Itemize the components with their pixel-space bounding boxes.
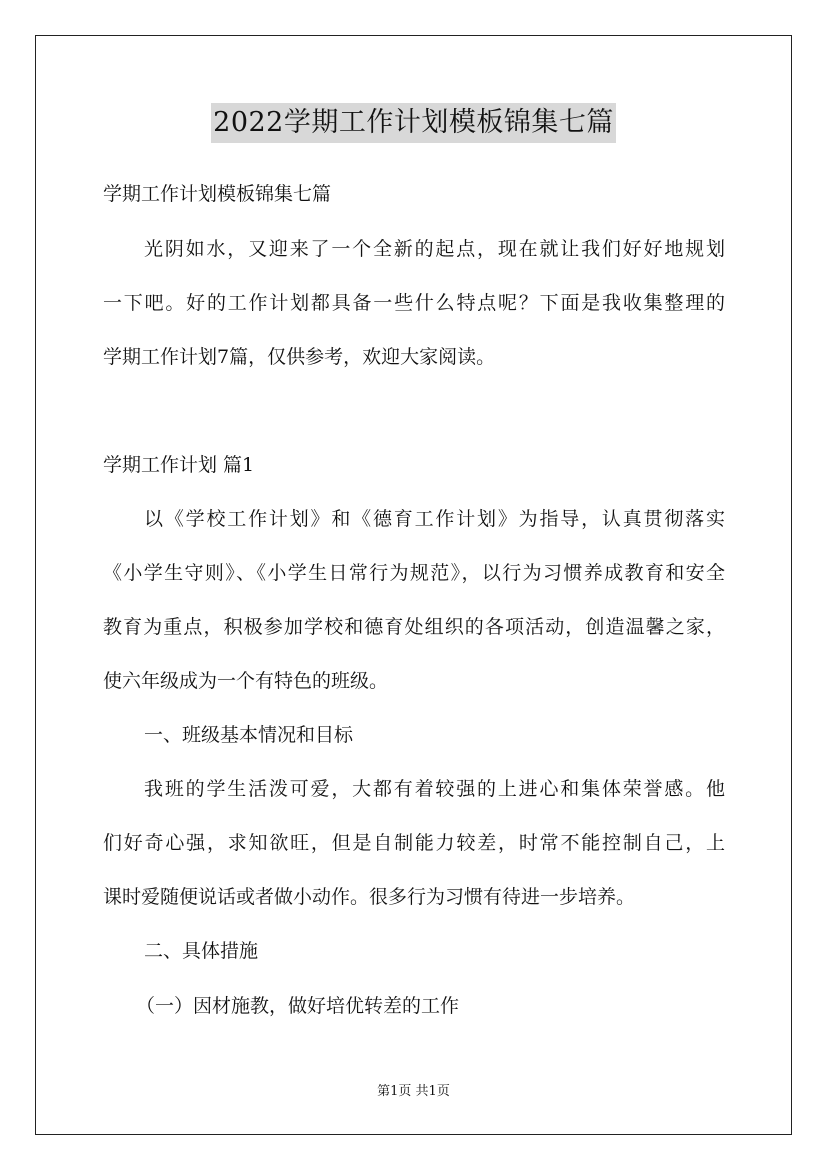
- intro-line-1: 光阴如水，又迎来了一个全新的起点，现在就让我们好好地规划: [144, 238, 725, 260]
- paragraph-line: 教育为重点，积极参加学校和德育处组织的各项活动，创造温馨之家，: [103, 616, 725, 638]
- intro-line-2: 一下吧。好的工作计划都具备一些什么特点呢？下面是我收集整理的: [103, 292, 725, 314]
- paragraph-line: 课时爱随便说话或者做小动作。很多行为习惯有待进一步培养。: [103, 886, 636, 908]
- intro-line-3: 学期工作计划7篇，仅供参考，欢迎大家阅读。: [103, 346, 496, 368]
- paragraph-line: 们好奇心强，求知欲旺，但是自制能力较差，时常不能控制自己，上: [103, 832, 725, 854]
- paragraph-line: 《小学生守则》、《小学生日常行为规范》，以行为习惯养成教育和安全: [103, 562, 725, 584]
- paragraph-line: 使六年级成为一个有特色的班级。: [103, 670, 389, 692]
- paragraph-line: 我班的学生活泼可爱，大都有着较强的上进心和集体荣誉感。他: [144, 778, 725, 800]
- paragraph-line: 以《学校工作计划》和《德育工作计划》为指导，认真贯彻落实: [144, 508, 725, 530]
- section-heading: 学期工作计划 篇1: [103, 454, 255, 476]
- title-container: [0, 103, 827, 143]
- page-number-footer: 第1页 共1页: [377, 1084, 450, 1099]
- subheading-measures: 二、具体措施: [144, 940, 259, 962]
- document-title: 2022学期工作计划模板锦集七篇: [211, 103, 616, 143]
- subheading-basic-situation: 一、班级基本情况和目标: [144, 724, 354, 746]
- subheading-teaching: （一）因材施教，做好培优转差的工作: [136, 995, 460, 1017]
- subtitle-line: 学期工作计划模板锦集七篇: [103, 183, 332, 205]
